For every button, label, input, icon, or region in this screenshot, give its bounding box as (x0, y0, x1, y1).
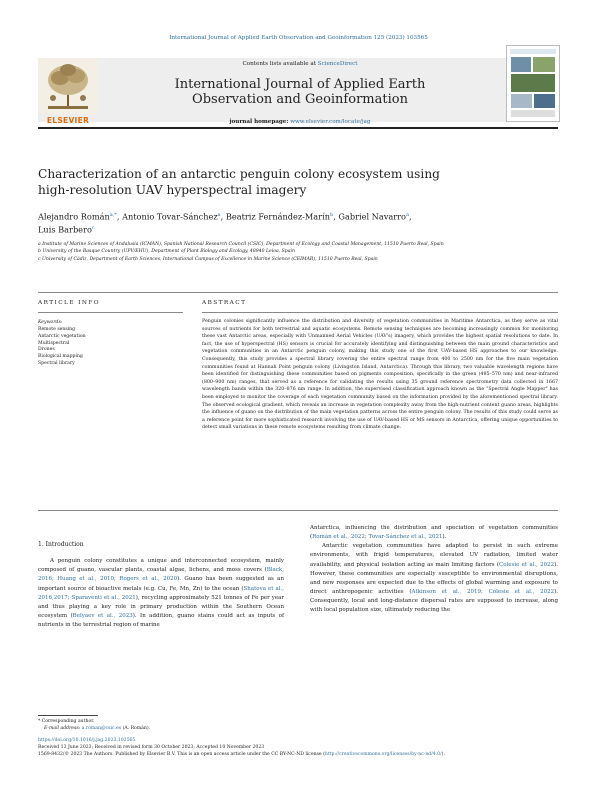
journal-title-line1: International Journal of Applied Earth (174, 77, 426, 92)
journal-title-line2: Observation and Geoinformation (192, 92, 408, 107)
keyword-item: Drones (38, 347, 55, 353)
homepage-prefix: journal homepage: (229, 119, 289, 125)
section-heading-introduction: 1. Introduction (38, 541, 84, 548)
article-title-line2: high-resolution UAV hyperspectral imagery (38, 183, 307, 197)
citation-link[interactable]: Atkinson et al., 2019; Colesie et al., 2022 (411, 589, 555, 596)
email-label: E-mail address: (44, 726, 81, 731)
paragraph-text: Antarctica, influencing the distribution and speciation of vegetation communities ( (310, 525, 558, 541)
author-name[interactable]: Beatriz Fernández-Marín (225, 211, 330, 222)
keyword-item: Biological mapping (38, 354, 83, 360)
keyword-item: Multispectral (38, 340, 70, 346)
paragraph-text: ). Consequently, local and long-distance dispersal rates are supposed to increase, along with local population size, ultimately reducing the (310, 589, 558, 614)
footnote-rule (38, 715, 98, 716)
intro-paragraph-continued (310, 524, 558, 542)
publication-info (38, 737, 558, 758)
author-name[interactable]: Luis Barbero (38, 224, 92, 235)
sciencedirect-link[interactable]: ScienceDirect (317, 61, 358, 67)
author-list: Alejandro Román$^{a,*}$, Antonio Tovar-Sánchez$^a$, Beatriz Fernández-Marín$^b$, Gabriel Navarro$^a$, Luis Barbero$^c$ (38, 211, 412, 235)
author-name[interactable]: Antonio Tovar-Sánchez (122, 211, 218, 222)
email-link[interactable]: a.roman@csic.es (81, 726, 122, 731)
doi-link[interactable]: https://doi.org/10.1016/j.jag.2023.103565 (38, 738, 136, 743)
author-affiliation-marker[interactable]: c (91, 225, 95, 232)
body-column-right (310, 524, 558, 616)
citation-link[interactable]: Shatova et al., 2016,2017; Sparaventi et al., 2021 (38, 585, 284, 601)
keyword-item: Antarctic vegetation (38, 333, 86, 339)
email-suffix: (A. Román). (122, 726, 151, 731)
article-title-line1: Characterization of an antarctic penguin colony ecosystem using (38, 167, 440, 181)
citation-link[interactable]: Colesie et al., 2022 (499, 561, 555, 568)
license-text: 1569-8432/© 2023 The Authors. Published by Elsevier B.V. This is an open access article under the CC BY-NC-ND license ( (38, 752, 325, 757)
citation-link[interactable]: Román et al., 2022; Tovar-Sánchez et al., 2021 (312, 534, 443, 541)
author-name[interactable]: Gabriel Navarro (338, 211, 406, 222)
affiliations (38, 241, 558, 263)
abstract-heading: ABSTRACT (202, 300, 247, 306)
paragraph-text: ). In addition, guano stains could act as inputs of nutrients in the terrestrial region of marine (38, 613, 284, 629)
contents-line (100, 61, 500, 67)
intro-paragraph-2 (310, 542, 558, 615)
paragraph-text: ). However, these communities are especially susceptible to environmental disruptions, and new responses are expected due to the effects of global warming and exposure to direct anthropogenic activities ( (310, 561, 558, 596)
keyword-item: Remote sensing (38, 327, 76, 332)
received-dates: Received 13 June 2023; Received in revised form 30 October 2023; Accepted 10 November 2023 (38, 745, 265, 750)
body-column-left (38, 540, 284, 630)
journal-homepage (100, 119, 500, 125)
keyword-item: Spectral library (38, 360, 75, 366)
abstract-text: Penguin colonies significantly influence the distribution and diversity of vegetation communities in Maritime Antarctica, as they serve as vital sources of nutrients for both terrestrial and aquatic ecosystems. Remote sensing techniques are becoming increasingly common for monitoring these vast Antarctic areas, especially with Unmanned Aerial Vehicles (UAV's) imagery, which provides the highest spatial resolutions to date. In fact, the use of hyperspectral (HS) sensors is crucial for accurately identifying and distinguishing between the main ground characteristics and vegetation communities in an Antarctic penguin colony, making this study one of the first UAV-based HS approaches to our knowledge. Consequently, this study provides a spectral library covering the entire spectral range from 400 to 2500 nm for the five main vegetation communities found at Hannah Point penguin colony (Livingston Island, Antarctica). Through this library, two valuable wavelength regions have been identified for distinguishing these communities based on pigments composition, specifically in the green (495–570 nm) and near-infrared (800–900 nm) ranges, that served as a reference for validating the results using 35 ground reference spectrometry data collected in 1667 wavelength bands within the 320–876 nm range. In addition, the supervised classification approach known as the "Spectral Angle Mapper" has been employed to monitor the coverage of each vegetation community based on the information provided by the aforementioned spectral library. The observed ecological gradient, which reveals an increase in vegetation complexity away from the high-nutrient content guano areas, highlights the influence of guano on the distribution of the main vegetation patterns across the entire penguin colony. The results of this study could serve as a reference point for more sophisticated research involving the use of UAV-based HS or MS sensors in Antarctica, offering unique opportunities to detect small variations in these remote ecosystems resulting from climate change. (202, 319, 558, 431)
article-info-heading: ARTICLE INFO (38, 300, 100, 306)
section-divider (38, 292, 558, 293)
article-title (38, 166, 518, 198)
paragraph-text: Antarctic vegetation communities have adapted to persist in such extreme environments, with frigid temperatures, elevated UV radiation, limited water availability, and physical isolation acting as main limiting factors ( (310, 543, 558, 568)
author-affiliation-marker[interactable]: b (329, 212, 334, 218)
abstract-end-rule (38, 510, 558, 511)
journal-reference[interactable]: International Journal of Applied Earth Observation and Geoinformation 125 (2023) 103565 (169, 35, 428, 41)
affiliation-item: c University of Cádiz, Department of Earth Sciences, International Campus of Excellence in Marine Science (CEIMAR), 11510 Puerto Real, Spain (38, 256, 378, 262)
paragraph-text: ). Guano has been suggested as an important source of bioactive metals (e.g. Cu, Fe, Mn, Zn) to the ocean ( (38, 576, 284, 592)
author-affiliation-marker[interactable]: a (217, 212, 221, 218)
license-suffix: ). (441, 752, 445, 757)
paragraph-text: ). (442, 534, 447, 541)
affiliation-item: a Institute of Marine Sciences of Andalusia (ICMAN), Spanish National Research Council (CSIC), Department of Ecology and Coastal Management, 11510 Puerto Real, Spain (38, 242, 444, 247)
homepage-link[interactable]: www.elsevier.com/locate/jag (290, 119, 371, 125)
keywords-label: Keywords: (38, 320, 63, 325)
contents-prefix: Contents lists available at (242, 61, 316, 67)
intro-paragraph-1 (38, 557, 284, 630)
author-name[interactable]: Alejandro Román (38, 211, 110, 222)
citation-link[interactable]: Black, 2016; Huang et al., 2010; Rogers et al., 2020 (38, 567, 284, 583)
license-link[interactable]: http://creativecommons.org/licenses/by-nc-nd/4.0/ (324, 752, 442, 757)
elsevier-wordmark: ELSEVIER (46, 116, 90, 125)
affiliation-item: b University of the Basque Country (UPV/EHU), Department of Plant Biology and Ecology, 48940 Leioa, Spain (38, 249, 295, 255)
article-info-rule (38, 312, 183, 313)
header-rule (38, 127, 558, 129)
license-statement (38, 751, 558, 758)
paragraph-text: A penguin colony constitutes a unique and interconnected ecosystem, mainly composed of guano, vascular plants, coastal algae, lichens, and moss covers ( (38, 558, 284, 574)
author-affiliation-marker[interactable]: a,* (109, 212, 117, 218)
author-affiliation-marker[interactable]: a (405, 212, 409, 218)
paragraph-text: ), recycling approximately 521 tonnes of Fe per year and thus playing a key role in primary production within the Southern Ocean ecosystem ( (38, 594, 284, 620)
abstract-rule (202, 312, 558, 313)
citation-link[interactable]: Belyaev et al., 2023 (72, 613, 133, 620)
elsevier-logo (38, 58, 98, 122)
corresponding-author: * Corresponding author. (38, 719, 95, 724)
keywords-list (38, 327, 183, 368)
journal-title (100, 77, 500, 107)
corresponding-author-note (38, 718, 558, 732)
journal-cover-thumbnail[interactable] (506, 45, 560, 122)
